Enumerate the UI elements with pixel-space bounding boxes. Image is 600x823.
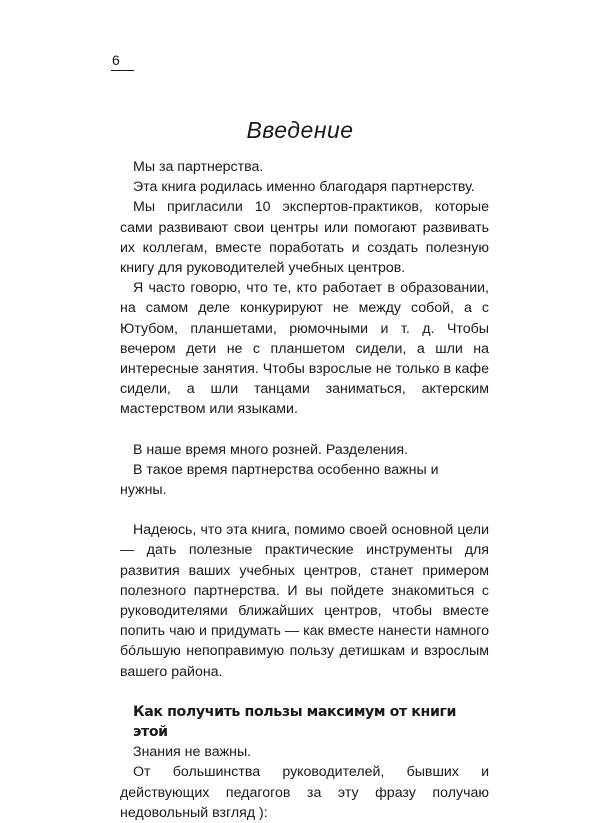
paragraph-spacer (120, 420, 489, 440)
page-number-rule (111, 70, 134, 71)
paragraph: Эта книга родилась именно благодаря партнерству. (133, 179, 475, 196)
section-heading: Как получить пользы максимум от книги этой (133, 703, 457, 741)
paragraph-spacer (120, 500, 489, 520)
paragraph: Мы пригласили 10 экспертов-практиков, которые сами развивают свои центры или помогают развивать их коллегам, вместе поработать и создать полезную книгу для руководителей учебных центров. (120, 199, 489, 277)
chapter-title: Введение (246, 117, 354, 143)
paragraph: Я часто говорю, что те, кто работает в образовании, на самом деле конкурируют не между собой, а с Ютубом, планшетами, рюмочными и т. д. Чтобы вечером дети не с планшетом сидели, а шли на интересные занятия. Чтобы взрослые не только в кафе сидели, а шли танцами заниматься, актерским мастерством или языками. (120, 280, 489, 418)
paragraph: Надеюсь, что эта книга, помимо своей основной цели — дать полезные практические инструменты для развития ваших учебных центров, станет примером полезного партнерства. И вы пойдете знакомиться с руководителями ближайших центров, чтобы вместе попить чаю и придумать — как вместе нанести намного бóльшую непоправимую пользу детишкам и взрослым вашего района. (120, 522, 489, 680)
paragraph-spacer (120, 682, 489, 702)
paragraph: Мы за партнерства. (133, 159, 264, 175)
paragraph: От большинства руководителей, бывших и действующих педагогов за эту фразу получаю недовольный взгляд ): (120, 764, 489, 821)
body-text (120, 157, 489, 823)
paragraph: В наше время много розней. Разделения. (133, 441, 409, 458)
page-number: 6 (112, 52, 120, 68)
paragraph: Знания не важны. (133, 744, 252, 761)
paragraph: В такое время партнерства особенно важны и нужны. (120, 461, 439, 499)
